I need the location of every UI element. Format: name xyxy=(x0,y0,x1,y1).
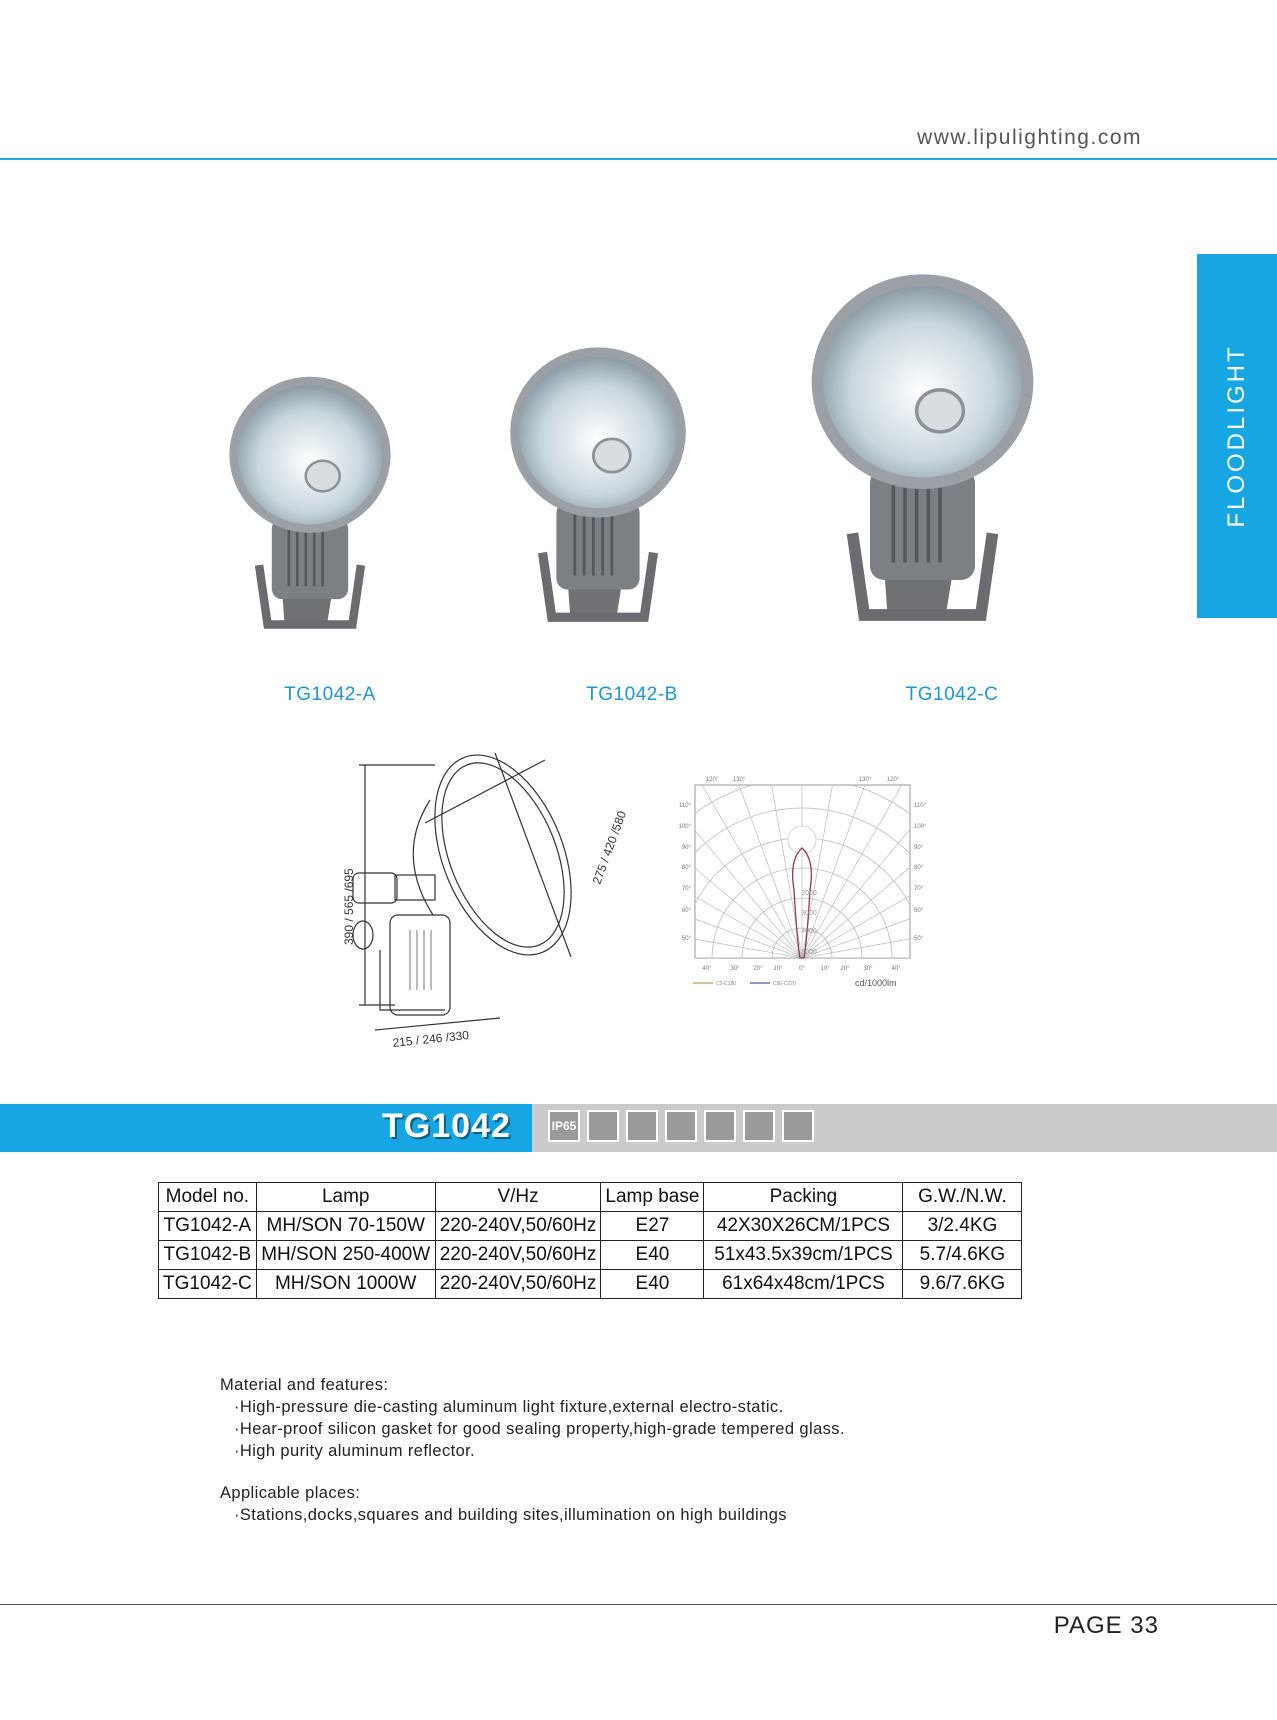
spec-table-cell: 9.6/7.6KG xyxy=(903,1270,1022,1299)
polar-angle-label: 120° xyxy=(705,777,719,783)
unit-label: cd/1000lm xyxy=(855,978,897,988)
polar-angle-label: 100° xyxy=(914,824,927,830)
spec-table-header-cell: Packing xyxy=(704,1183,903,1212)
polar-angle-label: 60° xyxy=(681,908,691,914)
polar-angle-label: 90° xyxy=(681,845,691,851)
spec-table-cell: 220-240V,50/60Hz xyxy=(435,1241,601,1270)
polar-angle-label: 10° xyxy=(820,966,830,972)
spec-table-header-cell: Lamp xyxy=(256,1183,435,1212)
material-item: ·High purity aluminum reflector. xyxy=(234,1442,476,1460)
spec-table-cell: MH/SON 70-150W xyxy=(256,1212,435,1241)
polar-angle-label: 10° xyxy=(773,966,783,972)
spec-table-header-row xyxy=(159,1183,1022,1212)
header-divider xyxy=(0,158,1277,160)
spec-table-cell: 220-240V,50/60Hz xyxy=(435,1270,601,1299)
spec-table-cell: MH/SON 250-400W xyxy=(256,1241,435,1270)
polar-angle-label: 60° xyxy=(914,908,924,914)
spec-table-cell: E40 xyxy=(601,1270,704,1299)
material-item: ·Hear-proof silicon gasket for good sealing property,high-grade tempered glass. xyxy=(234,1420,845,1438)
material-item: ·High-pressure die-casting aluminum light fixture,external electro-static. xyxy=(234,1398,784,1416)
product-caption-a: TG1042-A xyxy=(284,684,376,705)
width-dimension-label: 215 / 246 /330 xyxy=(391,1028,470,1050)
model-title: TG1042 xyxy=(382,1107,511,1145)
product-image-b xyxy=(498,340,698,645)
intensity-label: 2000 xyxy=(801,890,817,897)
polar-angle-label: 80° xyxy=(914,865,924,871)
diameter-dimension-label: 275 / 420 /580 xyxy=(589,809,630,887)
monument-icon xyxy=(782,1110,814,1142)
spec-table-header-cell: V/Hz xyxy=(435,1183,601,1212)
places-item: ·Stations,docks,squares and building sites,illumination on high buildings xyxy=(234,1506,787,1524)
spec-table-cell: MH/SON 1000W xyxy=(256,1270,435,1299)
spec-table-row xyxy=(159,1241,1022,1270)
legend-item: C90-C270 xyxy=(773,981,796,987)
spec-table-header-cell: G.W./N.W. xyxy=(903,1183,1022,1212)
intensity-label: 3000 xyxy=(801,910,817,917)
page-number: PAGE 33 xyxy=(1053,1612,1159,1639)
footer-divider xyxy=(0,1604,1277,1605)
material-heading: Material and features: xyxy=(220,1376,389,1394)
sports-icon xyxy=(626,1110,658,1142)
intensity-label: 4000 xyxy=(801,928,817,935)
category-tab xyxy=(1197,254,1277,618)
polar-angle-label: 120° xyxy=(886,777,900,783)
polar-angle-label: 40° xyxy=(702,966,712,972)
product-caption-c: TG1042-C xyxy=(905,684,999,705)
website-url: www.lipulighting.com xyxy=(917,126,1142,149)
places-heading: Applicable places: xyxy=(220,1484,361,1502)
building-icon xyxy=(665,1110,697,1142)
spec-table xyxy=(158,1182,1022,1299)
polar-angle-label: 70° xyxy=(681,886,691,892)
polar-angle-label: 100° xyxy=(678,824,691,830)
spec-table-row xyxy=(159,1212,1022,1241)
polar-angle-label: 0° xyxy=(799,966,805,972)
flag-icon xyxy=(743,1110,775,1142)
polar-angle-label: 70° xyxy=(914,886,924,892)
spec-table-cell: 51x43.5x39cm/1PCS xyxy=(704,1241,903,1270)
spec-table-cell: 61x64x48cm/1PCS xyxy=(704,1270,903,1299)
spec-table-header-cell: Lamp base xyxy=(601,1183,704,1212)
polar-angle-label: 30° xyxy=(730,966,740,972)
landscape-icon xyxy=(587,1110,619,1142)
spec-table-cell: 5.7/4.6KG xyxy=(903,1241,1022,1270)
dimension-drawing xyxy=(335,745,635,1055)
polar-angle-label: 40° xyxy=(891,966,901,972)
product-image-a xyxy=(225,370,395,650)
spec-table-cell: TG1042-B xyxy=(159,1241,257,1270)
intensity-label: 5000 xyxy=(801,949,817,956)
polar-angle-label: 20° xyxy=(840,966,850,972)
spec-table-cell: 3/2.4KG xyxy=(903,1212,1022,1241)
polar-angle-label: 30° xyxy=(863,966,873,972)
polar-angle-label: 110° xyxy=(914,803,926,809)
spec-table-cell: 42X30X26CM/1PCS xyxy=(704,1212,903,1241)
polar-angle-label: 130° xyxy=(732,777,746,783)
product-caption-b: TG1042-B xyxy=(586,684,678,705)
polar-angle-label: 50° xyxy=(914,936,924,942)
polar-angle-label: 110° xyxy=(679,803,691,809)
polar-angle-label: 80° xyxy=(681,865,691,871)
polar-angle-label: 20° xyxy=(753,966,763,972)
spec-table-row xyxy=(159,1270,1022,1299)
polar-angle-label: 50° xyxy=(681,936,691,942)
spec-table-cell: E40 xyxy=(601,1241,704,1270)
spec-table-cell: 220-240V,50/60Hz xyxy=(435,1212,601,1241)
polar-light-distribution xyxy=(655,770,950,1015)
polar-angle-label: 130° xyxy=(858,777,872,783)
product-image-c xyxy=(805,265,1040,650)
spec-table-cell: E27 xyxy=(601,1212,704,1241)
polar-angle-label: 90° xyxy=(914,845,924,851)
spec-table-header-cell: Model no. xyxy=(159,1183,257,1212)
bridge-icon xyxy=(704,1110,736,1142)
feature-icon-strip xyxy=(548,1110,814,1142)
ip65-icon: IP65 xyxy=(548,1110,580,1142)
spec-table-cell: TG1042-C xyxy=(159,1270,257,1299)
legend-item: C0-C180 xyxy=(716,981,737,987)
height-dimension-label: 390 / 565 /695 xyxy=(342,868,356,945)
spec-table-cell: TG1042-A xyxy=(159,1212,257,1241)
features-block xyxy=(220,1374,845,1526)
category-tab-label: FLOODLIGHT xyxy=(1223,344,1250,528)
